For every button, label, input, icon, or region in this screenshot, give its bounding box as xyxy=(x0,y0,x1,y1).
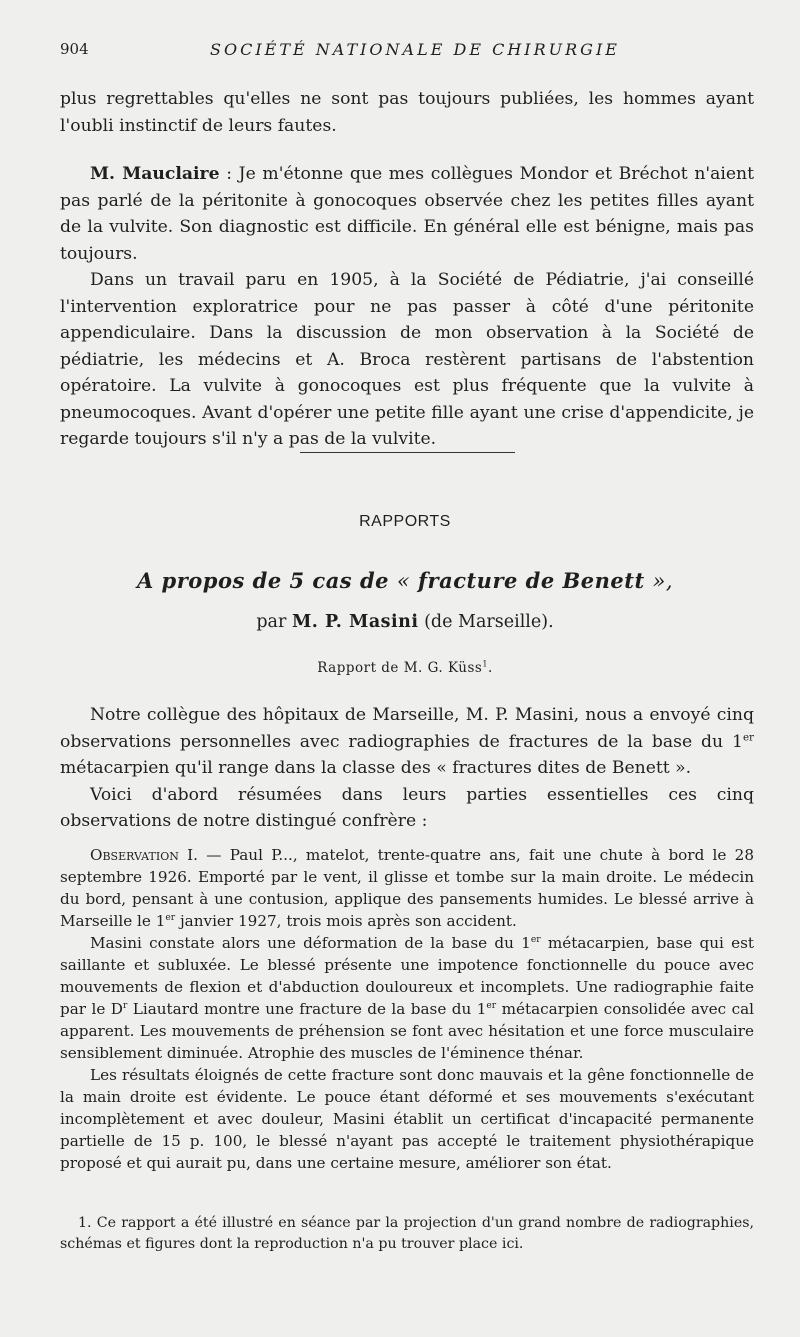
observation-paragraph-2 xyxy=(60,932,754,1064)
intro-paragraph-2: Voici d'abord résumées dans leurs parties essentielles ces cinq observations de notre distingué confrère : xyxy=(60,784,754,831)
observation-p2-sup-2: r xyxy=(122,1000,128,1011)
article-title-quote-open: « xyxy=(396,569,411,593)
intro-p1-sup: er xyxy=(742,730,754,743)
article-title-quote-close: », xyxy=(652,569,674,593)
intro-block xyxy=(60,702,754,835)
section-title: RAPPORTS xyxy=(359,513,451,530)
observation-p1-part-b: janvier 1927, trois mois après son accident. xyxy=(175,912,517,930)
byline xyxy=(0,612,800,632)
observation-p2-sup-3: er xyxy=(486,1000,497,1011)
observation-paragraph-1 xyxy=(60,844,754,932)
discussion-paragraph-1: plus regrettables qu'elles ne sont pas toujours publiées, les hommes ayant l'oubli instinctif de leurs fautes. xyxy=(60,89,754,136)
observation-block xyxy=(60,844,754,1174)
page-number: 904 xyxy=(60,40,89,58)
byline-par: par xyxy=(256,612,287,632)
observation-paragraph-3: Les résultats éloignés de cette fracture sont donc mauvais et la gêne fonctionnelle de la main droite est évidente. Le pouce étant déformé et ses mouvements s'exécutant incomplètement et avec douleur, Masini établit un certificat d'incapacité permanente partielle de 15 p. 100, le blessé n'ayant pas accepté le traitement physiothérapique proposé et qui aurait pu, dans une certaine mesure, améliorer son état. xyxy=(60,1066,754,1172)
observation-p2-part-d: métacarpien consolidée avec cal apparent. Les mouvements de préhension se font avec hésitation et une force musculaire sensiblement diminuée. Atrophie des muscles de l'éminence thénar. xyxy=(60,1000,754,1062)
observation-p2-part-a: Masini constate alors une déformation de la base du 1 xyxy=(90,934,531,952)
running-title: SOCIÉTÉ NATIONALE DE CHIRURGIE xyxy=(210,40,620,59)
footnote-text: 1. Ce rapport a été illustré en séance par la projection d'un grand nombre de radiographies, schémas et figures dont la reproduction n'a pu trouver place ici. xyxy=(60,1215,754,1252)
intro-p1-part-a: Notre collègue des hôpitaux de Marseille, M. P. Masini, nous a envoyé cinq observations personnelles avec radiographies de fractures de la base du 1 xyxy=(60,705,754,752)
byline-author: M. P. Masini xyxy=(291,612,419,632)
observation-p1-sup: er xyxy=(165,912,176,923)
observation-p2-part-b: métacarpien, base qui est saillante et subluxée. Le blessé présente une impotence fonctionnelle du pouce avec mouvements de flexion et d'abduction douloureux et incomplets. Une radiographie faite par le D xyxy=(60,934,754,1018)
article-title-main: fracture de Benett xyxy=(417,568,645,593)
intro-paragraph-1 xyxy=(60,702,754,782)
discussion-block xyxy=(60,86,754,453)
observation-p2-sup-1: er xyxy=(530,934,541,945)
observation-p1-part-a: — Paul P..., matelot, trente-quatre ans, fait une chute à bord le 28 septembre 1926. Emporté par le vent, il glisse et tombe sur la main droite. Le médecin du bord, pensant à une contusion, applique des pansements humides. Le blessé arrive à Marseille le 1 xyxy=(60,846,755,930)
discussion-paragraph-2-text: : Je m'étonne que mes collègues Mondor et Bréchot n'aient pas parlé de la péritonite à gonocoques observée chez les petites filles ayant de la vulvite. Son diagnostic est difficile. En général elle est bénigne, mais pas toujours. xyxy=(60,164,755,264)
rapport-suffix: . xyxy=(488,660,493,676)
observation-p2-part-c: Liautard montre une fracture de la base du 1 xyxy=(127,1000,487,1018)
speaker-name: M. Mauclaire xyxy=(90,164,220,184)
article-title-prefix: A propos de 5 cas de xyxy=(136,568,389,593)
discussion-paragraph-2 xyxy=(60,161,754,267)
page-header xyxy=(60,40,752,62)
observation-label: Observation I. xyxy=(90,846,198,864)
byline-place: (de Marseille). xyxy=(424,612,554,632)
footnote-marker: 1 xyxy=(482,658,489,669)
section-divider xyxy=(300,452,515,453)
footnote xyxy=(60,1213,754,1255)
article-title xyxy=(0,568,800,593)
rapport-line xyxy=(0,660,800,676)
rapport-prefix: Rapport de M. G. Küss xyxy=(317,660,483,676)
discussion-paragraph-3: Dans un travail paru en 1905, à la Société de Pédiatrie, j'ai conseillé l'intervention exploratrice pour ne pas passer à côté d'une péritonite appendiculaire. Dans la discussion de mon observation à la Société de pédiatrie, les médecins et A. Broca restèrent partisans de l'abstention opératoire. La vulvite à gonocoques est plus fréquente que la vulvite à pneumocoques. Avant d'opérer une petite fille ayant une crise d'appendicite, je regarde toujours s'il n'y a pas de la vulvite. xyxy=(60,270,754,449)
intro-p1-part-b: métacarpien qu'il range dans la classe des « fractures dites de Benett ». xyxy=(60,758,692,778)
